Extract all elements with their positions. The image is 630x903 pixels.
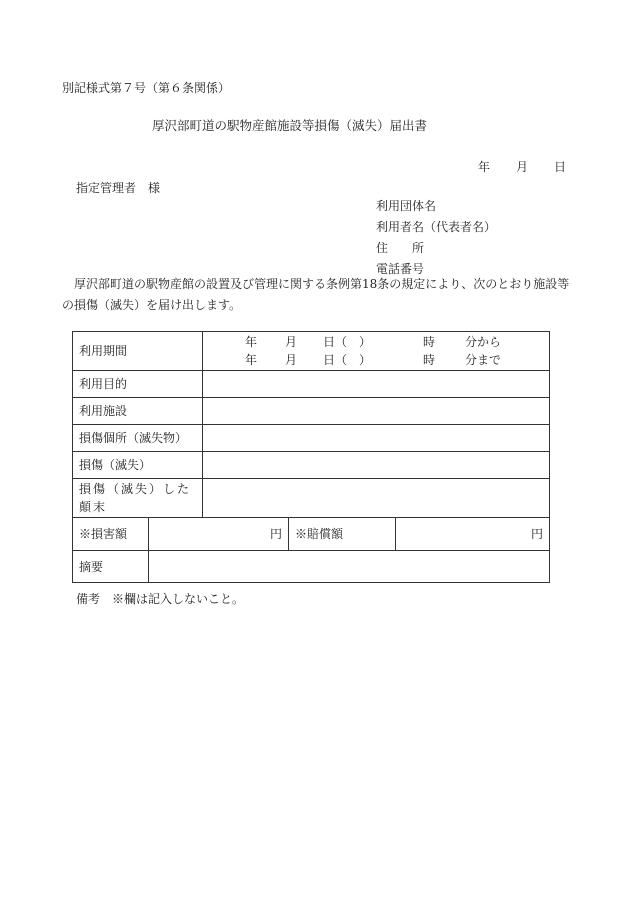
damage-field[interactable] xyxy=(203,452,550,479)
facility-label: 利用施設 xyxy=(73,398,203,425)
applicant-phone-label: 電話番号 xyxy=(376,262,425,276)
purpose-field[interactable] xyxy=(203,371,550,398)
damage-label: 損傷（滅失） xyxy=(73,452,203,479)
table-row xyxy=(73,551,550,583)
loss-field[interactable] xyxy=(149,518,289,551)
period-start-month: 月 xyxy=(285,335,298,349)
table-row xyxy=(73,371,550,398)
applicant-user-label: 利用者名（代表者名） xyxy=(376,220,497,234)
table-row xyxy=(73,398,550,425)
period-start-hour: 時 xyxy=(423,335,436,349)
form-number: 別記様式第７号（第６条関係） xyxy=(62,81,231,95)
submission-date xyxy=(478,159,566,175)
table-row xyxy=(73,452,550,479)
date-month: 月 xyxy=(516,160,529,174)
period-end-year: 年 xyxy=(245,353,258,367)
table-row xyxy=(73,479,550,518)
period-end-day: 日（ ） xyxy=(323,353,372,367)
period-start-day: 日（ ） xyxy=(323,335,372,349)
period-end-hour: 時 xyxy=(423,353,436,367)
period-end-line xyxy=(209,351,543,369)
facility-field[interactable] xyxy=(203,398,550,425)
period-start-minute: 分から xyxy=(465,335,502,349)
body-text: 厚沢部町道の駅物産館の設置及び管理に関する条例第18条の規定により、次のとおり施設等の損傷（滅失）を届け出します。 xyxy=(62,277,570,312)
damage-place-label: 損傷個所（滅失物） xyxy=(73,425,203,452)
summary-field[interactable] xyxy=(149,551,550,583)
period-start-year: 年 xyxy=(245,335,258,349)
loss-label: ※損害額 xyxy=(73,518,149,551)
period-start-line xyxy=(209,333,543,351)
summary-label: 摘要 xyxy=(73,551,149,583)
circumstance-label: 損傷（滅失）した顛末 xyxy=(73,479,203,518)
table-row xyxy=(73,518,550,551)
purpose-label: 利用目的 xyxy=(73,371,203,398)
circumstance-field[interactable] xyxy=(203,479,550,518)
form-title: 厚沢部町道の駅物産館施設等損傷（滅失）届出書 xyxy=(152,118,428,133)
period-label: 利用期間 xyxy=(73,332,203,371)
applicant-block xyxy=(376,198,496,282)
compensation-field[interactable] xyxy=(396,518,550,551)
date-year: 年 xyxy=(478,160,491,174)
applicant-address-label: 住 所 xyxy=(376,241,425,255)
table-row xyxy=(73,332,550,371)
period-field[interactable] xyxy=(203,332,550,371)
recipient: 指定管理者 様 xyxy=(76,181,161,195)
compensation-yen: 円 xyxy=(531,527,544,541)
date-day: 日 xyxy=(554,160,567,174)
applicant-org-label: 利用団体名 xyxy=(376,199,437,213)
loss-yen: 円 xyxy=(270,527,283,541)
compensation-label: ※賠償額 xyxy=(289,518,396,551)
damage-place-field[interactable] xyxy=(203,425,550,452)
table-row xyxy=(73,425,550,452)
period-end-month: 月 xyxy=(285,353,298,367)
report-table xyxy=(72,331,550,583)
period-end-minute: 分まで xyxy=(465,353,502,367)
remarks-note: 備考 ※欄は記入しないこと。 xyxy=(76,592,245,606)
